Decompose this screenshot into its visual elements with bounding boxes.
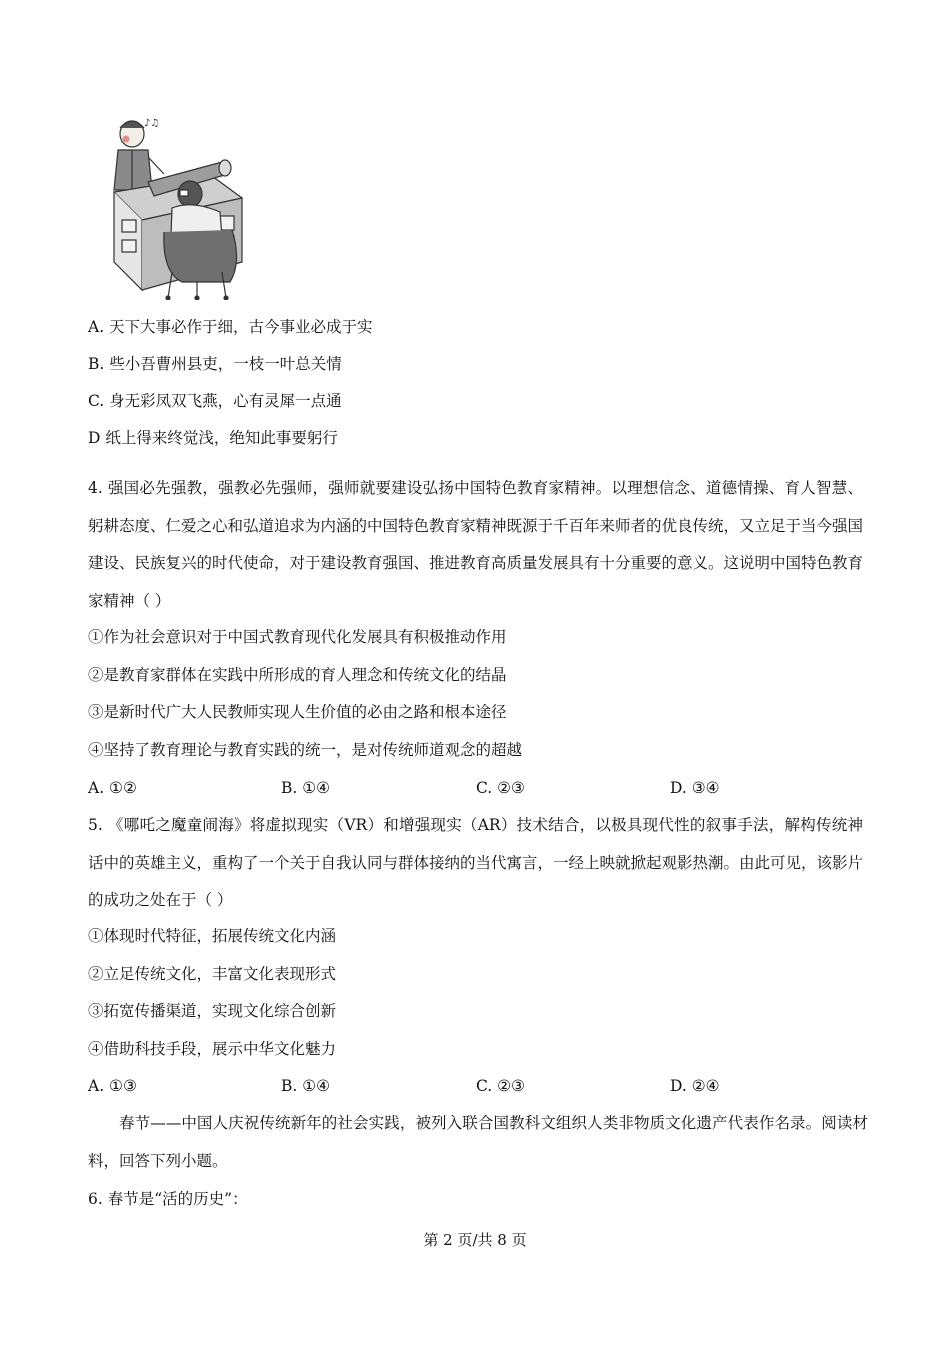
q5-option-c: C. ②③ — [476, 1077, 525, 1095]
q4-option-a: A. ①② — [88, 779, 137, 797]
q3-option-d: D 纸上得来终觉浅，绝知此事要躬行 — [88, 429, 338, 447]
q3-option-b: B. 些小吾曹州县吏，一枝一叶总关情 — [88, 355, 342, 373]
cartoon-illustration — [112, 112, 262, 300]
q5-statement-3: ③拓宽传播渠道，实现文化综合创新 — [88, 1002, 337, 1020]
q4-statement-1: ①作为社会意识对于中国式教育现代化发展具有积极推动作用 — [88, 628, 507, 646]
q5-option-d: D. ②④ — [670, 1077, 720, 1095]
material-text: 春节——中国人庆祝传统新年的社会实践，被列入联合国教科文组织人类非物质文化遗产代表作名录。阅读材料，回答下列小题。 — [88, 1114, 868, 1170]
q4-option-b: B. ①④ — [281, 779, 331, 797]
q4-option-d: D. ③④ — [670, 779, 720, 797]
q4-options — [88, 778, 868, 798]
q5-statement-1: ①体现时代特征，拓展传统文化内涵 — [88, 927, 337, 945]
q3-option-c: C. 身无彩凤双飞燕，心有灵犀一点通 — [88, 392, 342, 410]
svg-text:♪♫: ♪♫ — [144, 118, 160, 129]
q4-statement-2: ②是教育家群体在实践中所形成的育人理念和传统文化的结晶 — [88, 666, 507, 684]
q5-statement-4: ④借助科技手段，展示中华文化魅力 — [88, 1040, 337, 1058]
q5-statement-2: ②立足传统文化，丰富文化表现形式 — [88, 965, 337, 983]
q5-options — [88, 1076, 868, 1096]
q3-option-a: A. 天下大事必作于细，古今事业必成于实 — [88, 318, 373, 336]
q4-option-c: C. ②③ — [476, 779, 525, 797]
page-footer: 第 2 页/共 8 页 — [423, 1231, 527, 1249]
q4-statement-4: ④坚持了教育理论与教育实践的统一，是对传统师道观念的超越 — [88, 741, 523, 759]
q5-stem: 5. 《哪吒之魔童闹海》将虚拟现实（VR）和增强现实（AR）技术结合，以极具现代性的叙事手法，解构传统神话中的英雄主义，重构了一个关于自我认同与群体接纳的当代寓言，一经上映就掀起观影热潮。由此可见，该影片的成功之处在于（ ） — [88, 816, 864, 910]
q5-option-a: A. ①③ — [88, 1077, 137, 1095]
q6-stem: 6. 春节是“活的历史”： — [88, 1190, 248, 1208]
q4-statement-3: ③是新时代广大人民教师实现人生价值的必由之路和根本途径 — [88, 703, 507, 721]
q5-option-b: B. ①④ — [281, 1077, 331, 1095]
q4-stem: 4. 强国必先强教，强教必先强师，强师就要建设弘扬中国特色教育家精神。以理想信念、道德情操、育人智慧、躬耕态度、仁爱之心和弘道追求为内涵的中国特色教育家精神既源于千百年来师者的优良传统，又立足于当今强国建设、民族复兴的时代使命，对于建设教育强国、推进教育高质量发展具有十分重要的意义。这说明中国特色教育家精神（ ） — [88, 479, 864, 610]
